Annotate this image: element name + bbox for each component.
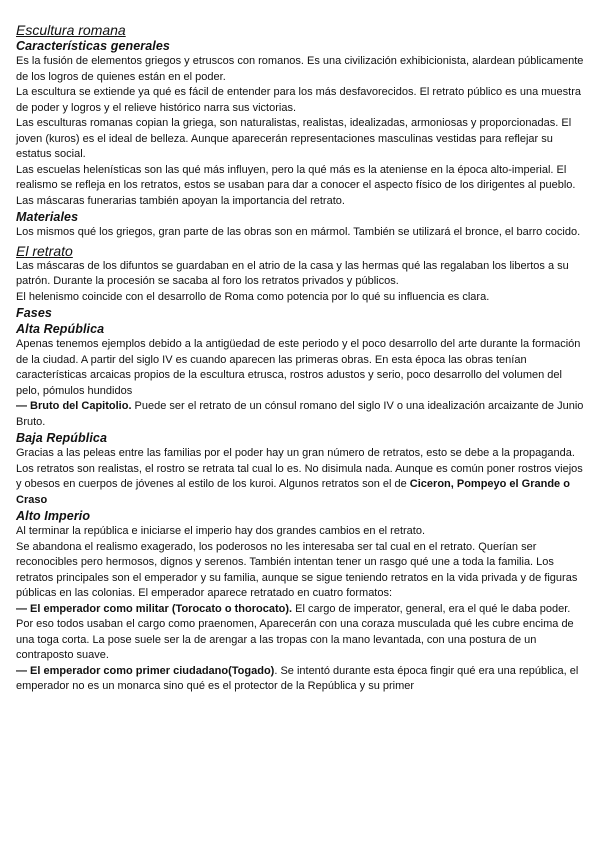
bold-term: — Bruto del Capitolio. [16, 400, 132, 412]
text-run: . Se intentó durante esta época fingir qué era una república, el emperador no es un monarca sino qué es el protector de la República y su primer [16, 664, 579, 692]
document-page [16, 22, 586, 695]
paragraph-ciudadano [16, 664, 586, 695]
paragraph-bruto [16, 399, 586, 430]
heading-alta-republica: Alta República [16, 322, 105, 336]
heading-materiales: Materiales [16, 210, 79, 224]
paragraph: Es la fusión de elementos griegos y etruscos con romanos. Es una civilización exhibicionista, alardean públicamente de los logros de quienes están en el poder. [16, 55, 584, 83]
text-run: Puede ser el retrato de un cónsul romano del siglo IV o una idealización arcaizante de Junio Bruto. [16, 400, 584, 428]
paragraph: El helenismo coincide con el desarrollo de Roma como potencia por lo qué su influencia es clara. [16, 290, 490, 303]
paragraph [16, 446, 586, 508]
document-title: Escultura romana [16, 22, 126, 38]
paragraph: La escultura se extiende ya qué es fácil de entender para los más desfavorecidos. El retrato público es una muestra de poder y logros y el relieve histórico narra sus victorias. [16, 86, 581, 114]
bold-term: — El emperador como primer ciudadano(Togado) [16, 664, 275, 677]
paragraph: Al terminar la república e iniciarse el imperio hay dos grandes cambios en el retrato. [16, 525, 426, 537]
paragraph: Apenas tenemos ejemplos debido a la antigüedad de este periodo y el poco desarrollo del arte durante la formación de la ciudad. A partir del siglo IV es cuando aparecen las primeras obras. En esta época las obras tenían características arcaicas propios de la escultura etrusca, rostros adustos y serio, poco desarrollo del volumen del pelo, pómulos hundidos [16, 338, 581, 397]
heading-baja-republica: Baja República [16, 431, 108, 445]
paragraph-militar [16, 602, 586, 664]
section-title-retrato: El retrato [16, 242, 73, 259]
text-run: El cargo de imperator, general, era el qué le daba poder. Por eso todos usaban el cargo como praenomen, Aparecerán con una coraza musculada qué les cubre encima de una toga corta. La pose suele ser la de arengar a las tropas con la mano levantada, con una postura de un contraposto suave. [16, 602, 574, 661]
paragraph: Las máscaras de los difuntos se guardaban en el atrio de la casa y las hermas qué las regalaban los libertos a su patrón. Durante la procesión se sacaba al foro los retratos privados y públicos. [16, 259, 569, 287]
paragraph: Las escuelas helenísticas son las qué más influyen, pero la qué más es la ateniense en la época alto-imperial. El realismo se refleja en los retratos, estos se usaban para dar a conocer el aspecto físico de los dirigentes al pueblo. Las máscaras funerarias también apoyan la importancia del retrato. [16, 163, 576, 207]
heading-alto-imperio: Alto Imperio [16, 509, 91, 523]
bold-term: Ciceron, Pompeyo el Grande o Craso [16, 478, 570, 506]
text-run: Gracias a las peleas entre las familias por el poder hay un gran número de retratos, esto se debe a la propaganda. Los retratos son realistas, el rostro se retrata tal cual lo es. No disimula nada. Aunque es común poner rostros viejos y obesos en cuerpos de jóvenes al estilo de los kuroi. Algunos retratos son el de [16, 447, 583, 490]
heading-fases: Fases [16, 306, 52, 320]
paragraph: Las esculturas romanas copian la griega, son naturalistas, realistas, idealizadas, armoniosas y proporcionadas. El joven (kuros) es el ideal de belleza. Aunque aparecerán representaciones masculinas vestidas para reflejar su estatus social. [16, 117, 572, 160]
heading-caracteristicas: Características generales [16, 39, 170, 53]
bold-term: — El emperador como militar (Torocato o thorocato). [16, 602, 293, 615]
paragraph: Se abandona el realismo exagerado, los poderosos no les interesaba ser tal cual en el retrato. Querían ser reconocibles pero hermosos, dignos y serenos. También intentan tener un rasgo qué une a toda la familia. Los retratos principales son el emperador y su familia, aunque se sigue teniendo retratos en la vida privada y de figuras públicas en las colonias. El emperador aparece retratado en cuatro formatos: [16, 540, 578, 599]
paragraph: Los mismos qué los griegos, gran parte de las obras son en mármol. También se utilizará el bronce, el barro cocido. [16, 226, 581, 238]
